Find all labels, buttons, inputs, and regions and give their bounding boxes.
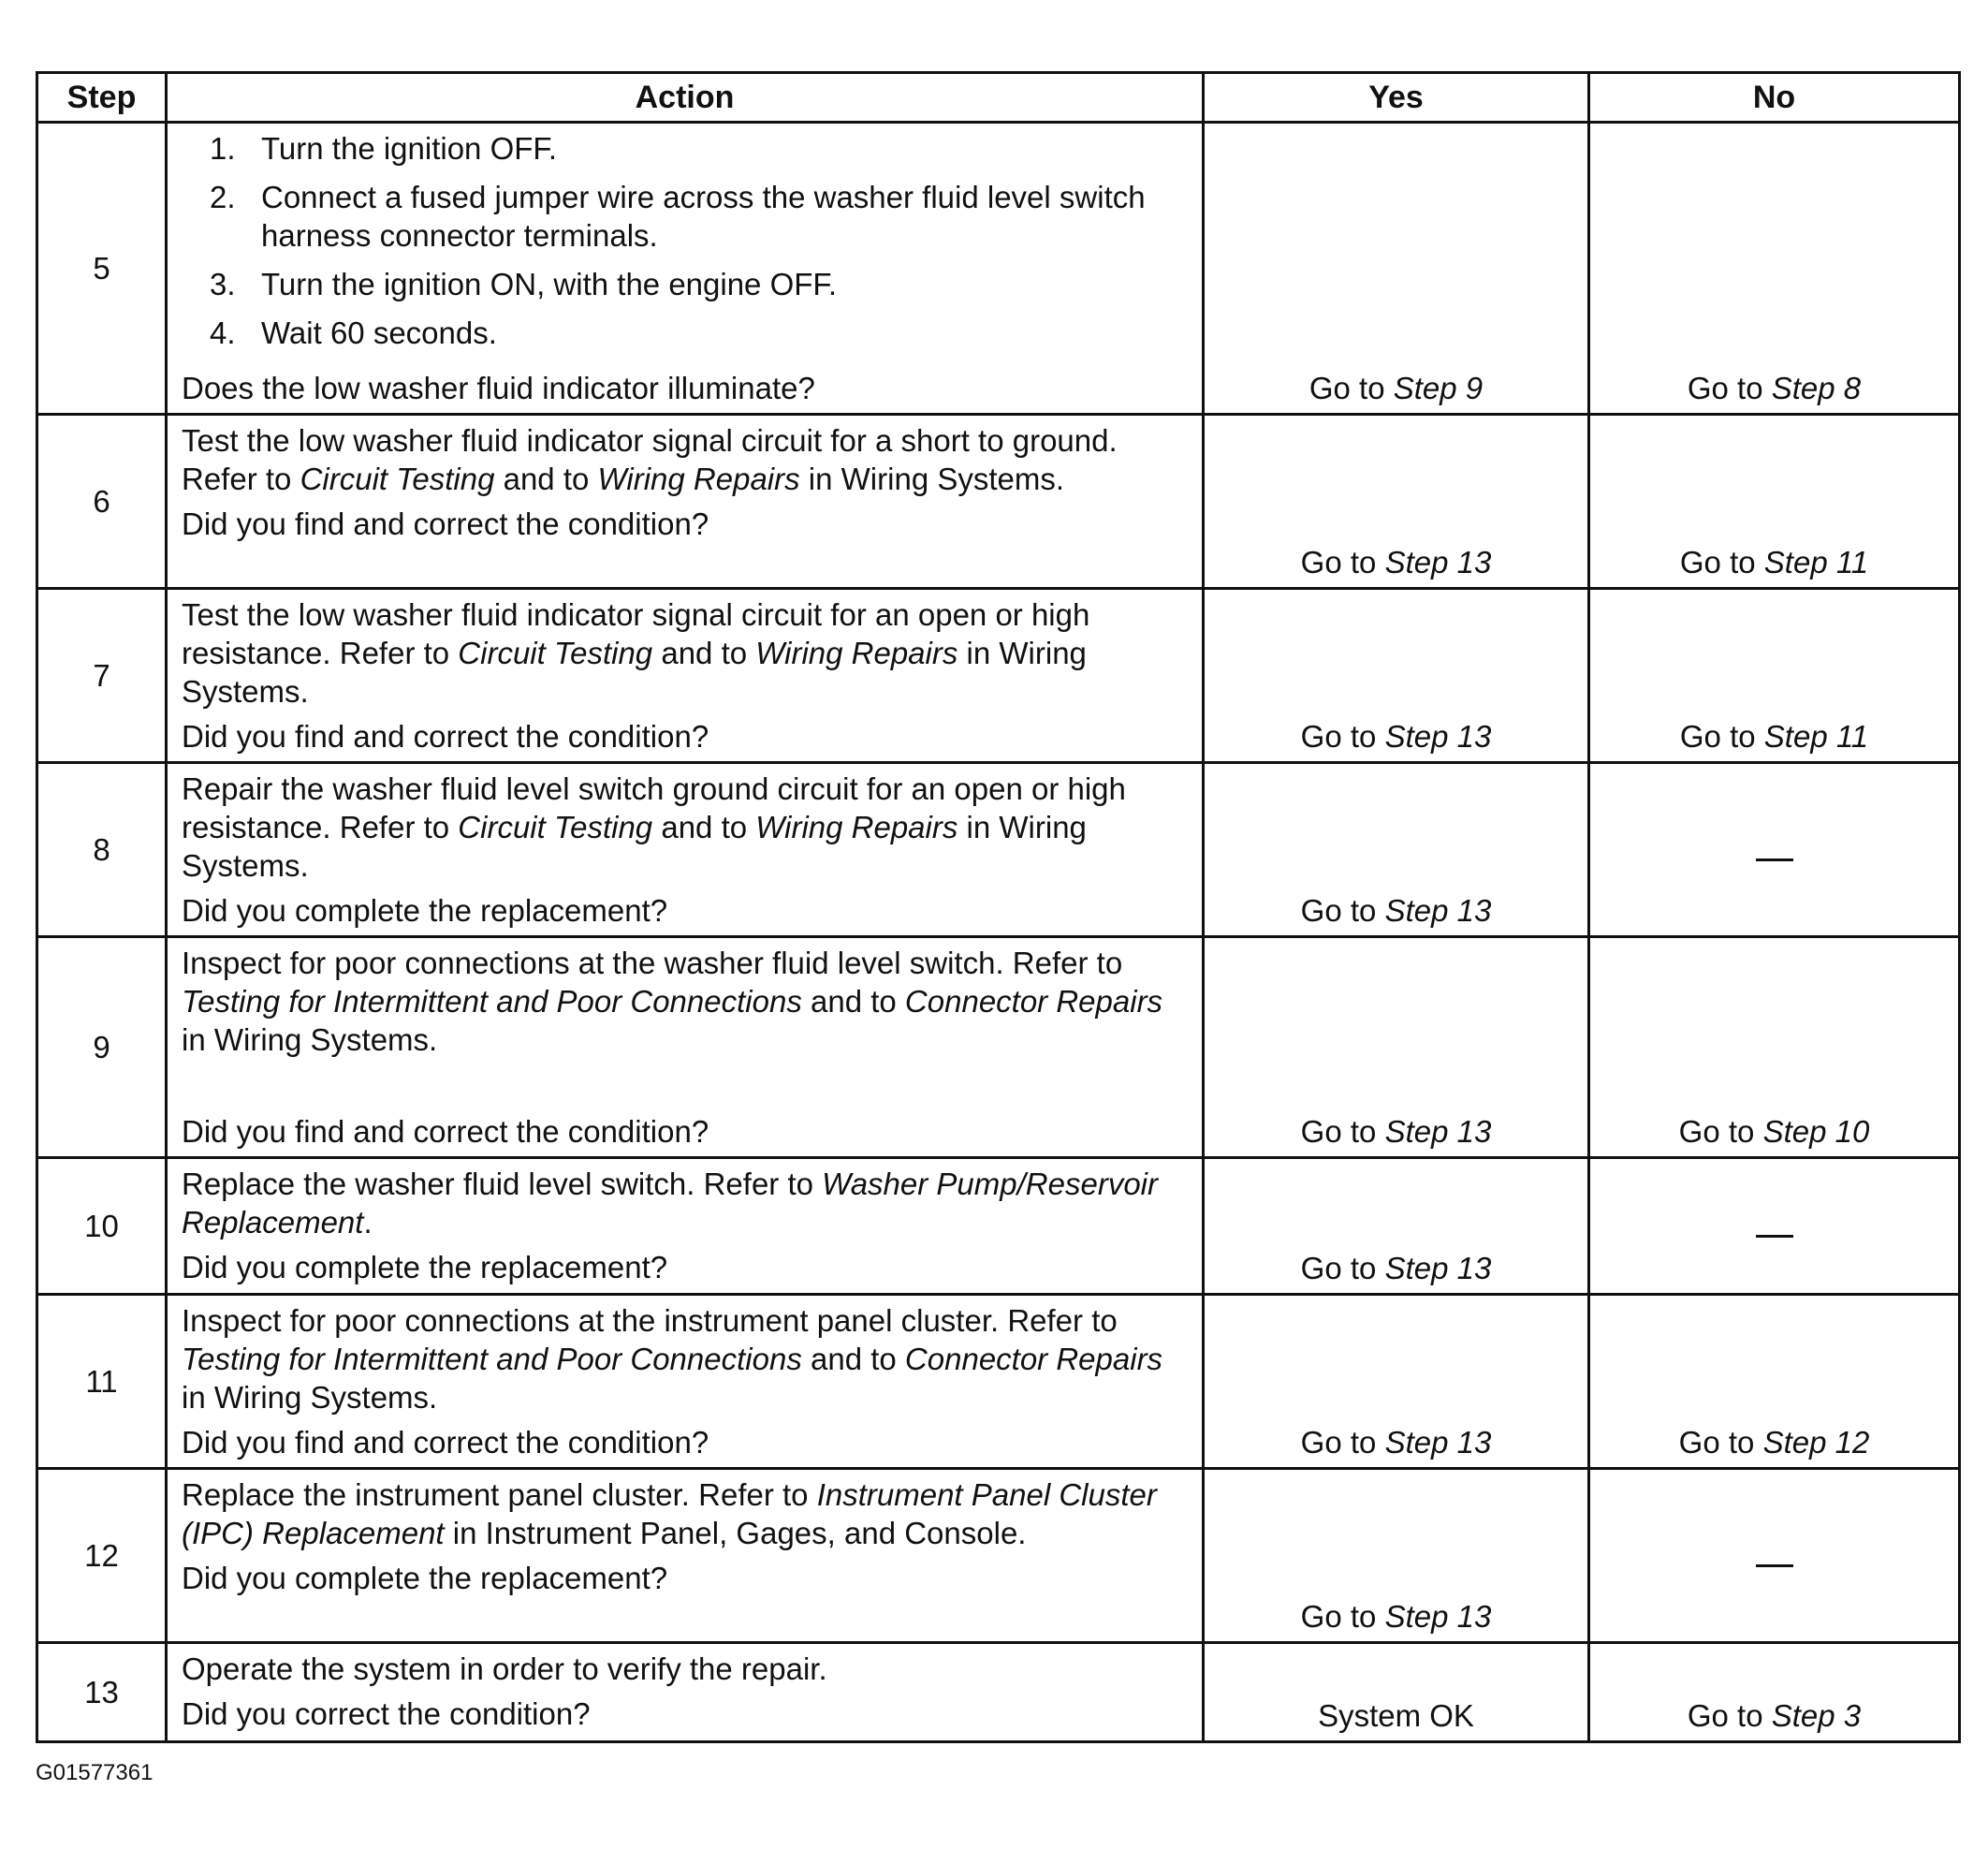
action-step-item bbox=[182, 129, 1192, 168]
no-text: Go to bbox=[1687, 1698, 1772, 1733]
no-outcome bbox=[1589, 415, 1960, 589]
no-outcome bbox=[1589, 1158, 1960, 1295]
action-text: in Wiring Systems. bbox=[182, 1380, 438, 1415]
reference-title: Testing for Intermittent and Poor Connections bbox=[182, 984, 802, 1019]
action-question: Did you find and correct the condition? bbox=[182, 1114, 709, 1149]
yes-outcome bbox=[1204, 763, 1589, 937]
no-text: Go to bbox=[1678, 1114, 1763, 1149]
no-text: Go to bbox=[1679, 719, 1764, 754]
no-step-ref: Step 10 bbox=[1762, 1114, 1870, 1149]
yes-outcome bbox=[1204, 1469, 1589, 1643]
yes-step-ref: Step 13 bbox=[1384, 545, 1492, 580]
action-step-item bbox=[182, 178, 1192, 255]
table-row bbox=[37, 123, 1960, 415]
action-step-number: 2. bbox=[210, 180, 236, 214]
step-number: 6 bbox=[37, 415, 167, 589]
action-step-number: 4. bbox=[210, 316, 236, 350]
reference-title: Wiring Repairs bbox=[755, 810, 958, 844]
table-row bbox=[37, 1158, 1960, 1295]
blank-space bbox=[182, 1059, 1192, 1106]
reference-title: Wiring Repairs bbox=[597, 462, 800, 496]
action-step-number: 3. bbox=[210, 267, 236, 301]
yes-step-ref: Step 13 bbox=[1384, 1114, 1492, 1149]
action-text: in Wiring Systems. bbox=[799, 462, 1065, 496]
yes-text: Go to bbox=[1300, 1251, 1385, 1285]
yes-text: Go to bbox=[1300, 1599, 1385, 1634]
yes-step-ref: Step 13 bbox=[1384, 1599, 1492, 1634]
action-text: Operate the system in order to verify the repair. bbox=[182, 1651, 827, 1686]
reference-title: Connector Repairs bbox=[904, 984, 1163, 1019]
no-step-ref: Step 8 bbox=[1771, 371, 1862, 405]
action-description bbox=[182, 595, 1192, 711]
yes-step-ref: Step 13 bbox=[1384, 1425, 1492, 1460]
dash-mark bbox=[1756, 1564, 1793, 1567]
step-number: 12 bbox=[37, 1469, 167, 1643]
action-cell bbox=[167, 1643, 1204, 1742]
step-number: 10 bbox=[37, 1158, 167, 1295]
action-text: and to bbox=[801, 984, 905, 1019]
no-outcome bbox=[1589, 123, 1960, 415]
reference-title: Instrument Panel Cluster (IPC) Replacement bbox=[182, 1477, 1157, 1550]
action-description bbox=[182, 1165, 1192, 1241]
table-row bbox=[37, 415, 1960, 589]
action-cell bbox=[167, 763, 1204, 937]
action-text: Inspect for poor connections at the washer fluid level switch. Refer to bbox=[182, 946, 1123, 980]
no-text: Go to bbox=[1678, 1425, 1763, 1460]
reference-title: Circuit Testing bbox=[300, 462, 495, 496]
header-action: Action bbox=[167, 73, 1204, 123]
action-text: . bbox=[363, 1205, 373, 1240]
no-outcome bbox=[1589, 1643, 1960, 1742]
step-number: 5 bbox=[37, 123, 167, 415]
action-step-item bbox=[182, 314, 1192, 352]
action-cell bbox=[167, 1469, 1204, 1643]
action-step-text: Wait 60 seconds. bbox=[261, 316, 497, 350]
table-header-row bbox=[37, 73, 1960, 123]
yes-step-ref: Step 9 bbox=[1393, 371, 1484, 405]
action-question: Did you complete the replacement? bbox=[182, 1250, 668, 1284]
action-question: Did you find and correct the condition? bbox=[182, 1425, 709, 1460]
reference-title: Circuit Testing bbox=[458, 810, 653, 844]
action-description bbox=[182, 770, 1192, 885]
yes-text: Go to bbox=[1300, 1114, 1385, 1149]
reference-title: Washer Pump/Reservoir Replacement bbox=[182, 1167, 1158, 1240]
action-text: Replace the instrument panel cluster. Refer to bbox=[182, 1477, 817, 1512]
no-outcome bbox=[1589, 763, 1960, 937]
action-text: in Wiring Systems. bbox=[182, 1022, 438, 1057]
yes-text: System OK bbox=[1318, 1698, 1474, 1733]
yes-outcome bbox=[1204, 937, 1589, 1158]
yes-text: Go to bbox=[1300, 719, 1385, 754]
yes-text: Go to bbox=[1300, 1425, 1385, 1460]
no-step-ref: Step 12 bbox=[1762, 1425, 1870, 1460]
action-question: Did you find and correct the condition? bbox=[182, 719, 709, 754]
action-cell bbox=[167, 1158, 1204, 1295]
no-outcome bbox=[1589, 1469, 1960, 1643]
reference-title: Circuit Testing bbox=[458, 636, 653, 670]
yes-step-ref: Step 13 bbox=[1384, 719, 1492, 754]
action-text: in Wiring Systems. bbox=[182, 810, 1087, 883]
no-step-ref: Step 3 bbox=[1771, 1698, 1862, 1733]
action-text: Inspect for poor connections at the instrument panel cluster. Refer to bbox=[182, 1303, 1118, 1338]
table-row bbox=[37, 1469, 1960, 1643]
yes-text: Go to bbox=[1300, 893, 1385, 928]
step-number: 11 bbox=[37, 1295, 167, 1469]
action-text: Test the low washer fluid indicator signal circuit for a short to ground. Refer to bbox=[182, 423, 1118, 496]
action-text: Repair the washer fluid level switch ground circuit for an open or high resistance. Refer to bbox=[182, 771, 1126, 844]
action-description bbox=[182, 944, 1192, 1059]
action-steps-list bbox=[182, 129, 1192, 352]
header-no: No bbox=[1589, 73, 1960, 123]
action-text: and to bbox=[494, 462, 598, 496]
table-row bbox=[37, 1295, 1960, 1469]
action-text: Replace the washer fluid level switch. Refer to bbox=[182, 1167, 823, 1201]
action-text: and to bbox=[652, 810, 756, 844]
action-step-number: 1. bbox=[210, 131, 236, 166]
dash-mark bbox=[1756, 858, 1793, 861]
dash-mark bbox=[1756, 1235, 1793, 1238]
action-step-item bbox=[182, 265, 1192, 303]
no-text: Go to bbox=[1687, 371, 1772, 405]
table-row bbox=[37, 937, 1960, 1158]
action-step-text: Connect a fused jumper wire across the washer fluid level switch harness connector terminals. bbox=[261, 180, 1146, 253]
action-text: in Wiring Systems. bbox=[182, 636, 1087, 709]
header-step: Step bbox=[37, 73, 167, 123]
step-number: 9 bbox=[37, 937, 167, 1158]
action-question: Did you complete the replacement? bbox=[182, 1561, 668, 1595]
action-cell bbox=[167, 589, 1204, 763]
no-outcome bbox=[1589, 1295, 1960, 1469]
table-body bbox=[37, 123, 1960, 1742]
action-cell bbox=[167, 415, 1204, 589]
yes-step-ref: Step 13 bbox=[1384, 1251, 1492, 1285]
yes-text: Go to bbox=[1300, 545, 1385, 580]
diagnostic-table bbox=[36, 71, 1961, 1743]
action-question: Did you complete the replacement? bbox=[182, 893, 668, 928]
action-step-text: Turn the ignition OFF. bbox=[261, 131, 558, 166]
yes-step-ref: Step 13 bbox=[1384, 893, 1492, 928]
no-step-ref: Step 11 bbox=[1763, 545, 1869, 580]
action-text: and to bbox=[801, 1342, 905, 1376]
action-description bbox=[182, 1301, 1192, 1416]
table-row bbox=[37, 589, 1960, 763]
yes-outcome bbox=[1204, 123, 1589, 415]
yes-outcome bbox=[1204, 1295, 1589, 1469]
no-step-ref: Step 11 bbox=[1763, 719, 1869, 754]
action-description bbox=[182, 1475, 1192, 1552]
header-yes: Yes bbox=[1204, 73, 1589, 123]
action-step-text: Turn the ignition ON, with the engine OFF. bbox=[261, 267, 838, 301]
yes-outcome bbox=[1204, 1158, 1589, 1295]
action-question: Did you correct the condition? bbox=[182, 1696, 591, 1731]
reference-title: Testing for Intermittent and Poor Connections bbox=[182, 1342, 802, 1376]
reference-title: Connector Repairs bbox=[904, 1342, 1163, 1376]
action-question: Does the low washer fluid indicator illuminate? bbox=[182, 371, 815, 405]
yes-outcome bbox=[1204, 589, 1589, 763]
yes-outcome bbox=[1204, 1643, 1589, 1742]
table-row bbox=[37, 763, 1960, 937]
action-question: Did you find and correct the condition? bbox=[182, 506, 709, 541]
step-number: 7 bbox=[37, 589, 167, 763]
action-text: in Instrument Panel, Gages, and Console. bbox=[444, 1516, 1027, 1550]
action-cell bbox=[167, 937, 1204, 1158]
figure-id: G01577361 bbox=[36, 1760, 153, 1785]
yes-outcome bbox=[1204, 415, 1589, 589]
action-cell bbox=[167, 123, 1204, 415]
no-outcome bbox=[1589, 937, 1960, 1158]
action-description bbox=[182, 1650, 1192, 1688]
action-text: and to bbox=[652, 636, 756, 670]
step-number: 8 bbox=[37, 763, 167, 937]
action-text: Test the low washer fluid indicator signal circuit for an open or high resistance. Refer to bbox=[182, 597, 1090, 670]
no-text: Go to bbox=[1679, 545, 1764, 580]
no-outcome bbox=[1589, 589, 1960, 763]
yes-text: Go to bbox=[1308, 371, 1394, 405]
step-number: 13 bbox=[37, 1643, 167, 1742]
action-description bbox=[182, 421, 1192, 498]
reference-title: Wiring Repairs bbox=[755, 636, 958, 670]
table-row bbox=[37, 1643, 1960, 1742]
action-cell bbox=[167, 1295, 1204, 1469]
